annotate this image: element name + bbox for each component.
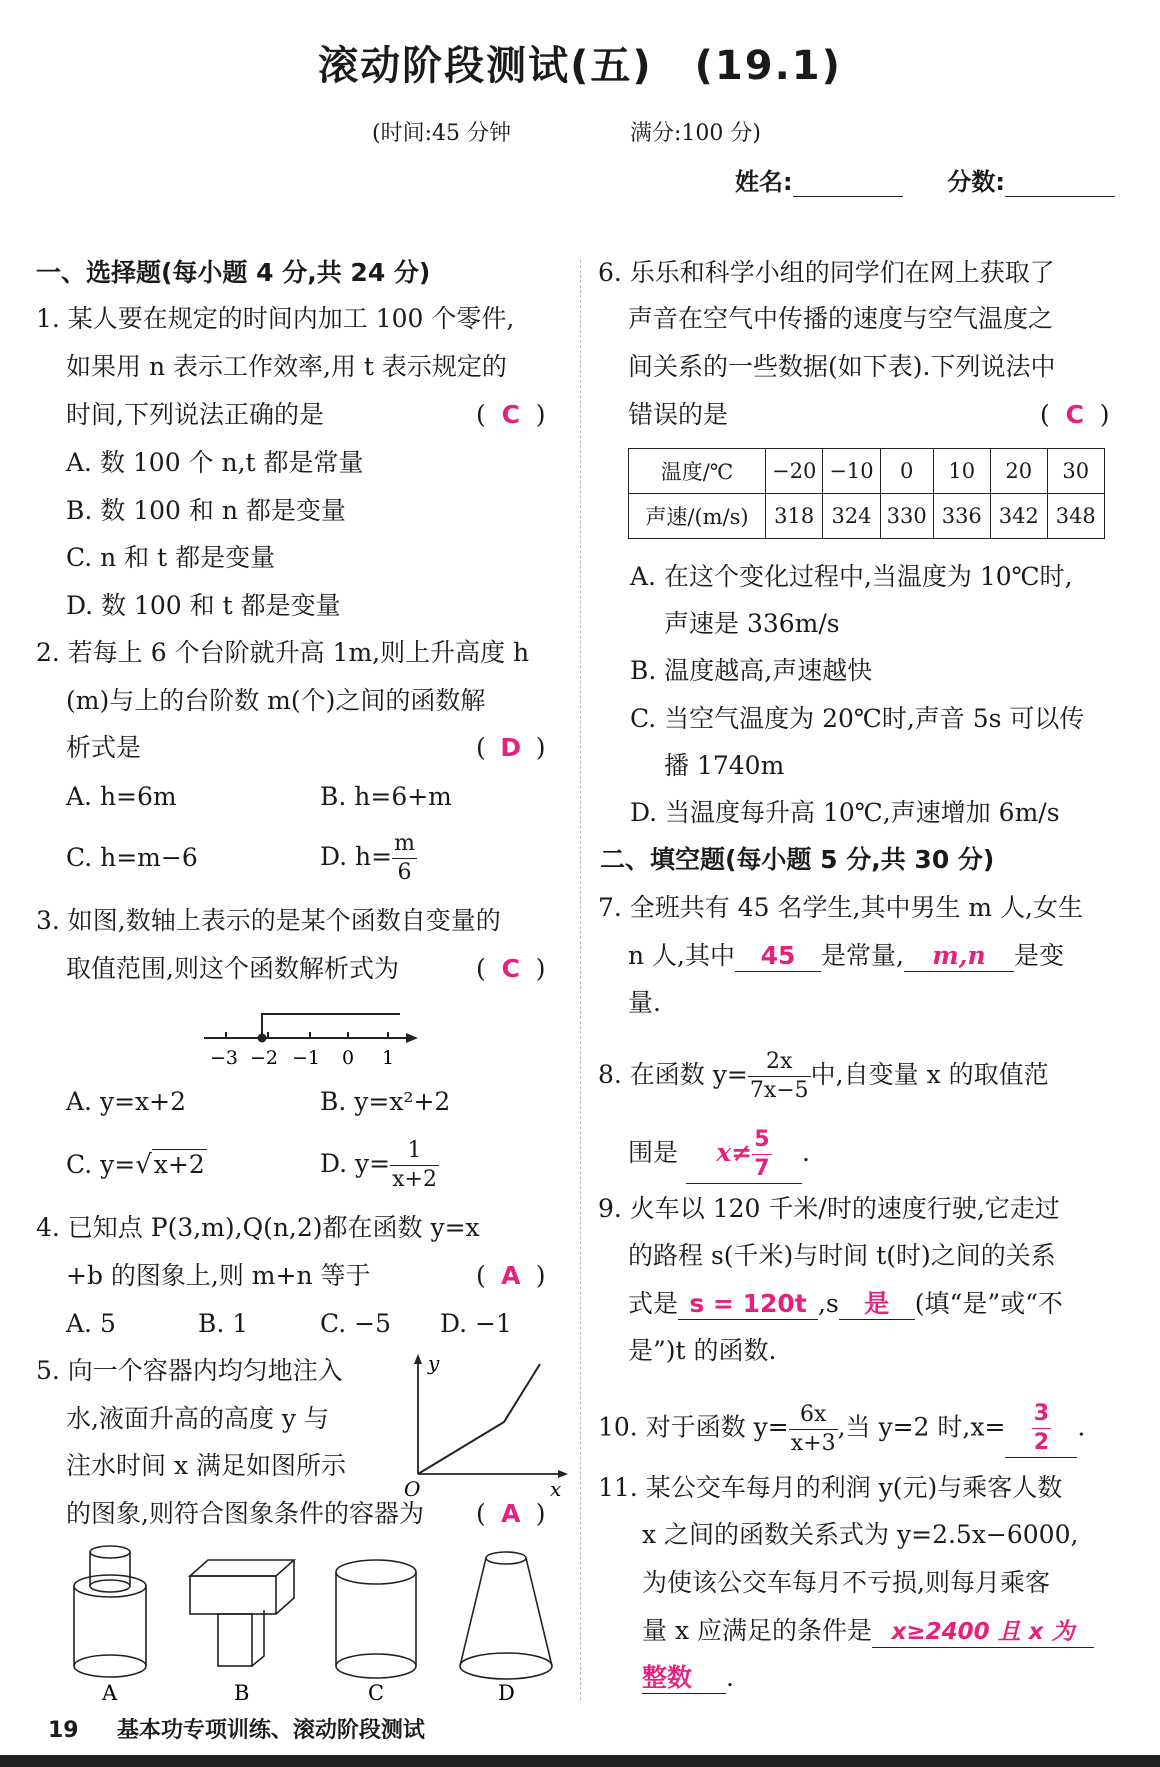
q7-text-b: 是常量,: [821, 941, 904, 970]
x-axis-label: x: [550, 1477, 562, 1500]
q3-option-d-den: x+2: [392, 1167, 437, 1192]
q1-line-2: 如果用 n 表示工作效率,用 t 表示规定的: [66, 352, 507, 381]
q11-line-4: [642, 1616, 1094, 1648]
q11-answer-1: x≥2400 且 x 为: [872, 1617, 1094, 1648]
container-b: [190, 1560, 294, 1666]
q9-line-1: 9. 火车以 120 千米/时的速度行驶,它走过: [598, 1194, 1060, 1223]
q6-option-d: D. 当温度每升高 10℃,声速增加 6m/s: [630, 798, 1060, 827]
table-cell: 20: [990, 449, 1047, 494]
q5-line-1: 5. 向一个容器内均匀地注入: [36, 1356, 343, 1385]
section-2-title: 二、填空题(每小题 5 分,共 30 分): [600, 845, 995, 874]
q2-option-d-den: 6: [397, 860, 412, 885]
tick-label: −3: [210, 1047, 239, 1069]
q4-answer: A: [501, 1261, 521, 1290]
arrow-up-icon: [414, 1354, 422, 1364]
container-label: D: [498, 1681, 515, 1702]
q7-text-c: 是变: [1013, 941, 1064, 970]
table-cell: 0: [880, 449, 933, 494]
tick-label: −1: [292, 1047, 321, 1069]
q8-suffix: 中,自变量 x 的取值范: [810, 1060, 1049, 1089]
q3-line-1: 3. 如图,数轴上表示的是某个函数自变量的: [36, 906, 501, 935]
q8-prefix: 8. 在函数 y=: [598, 1060, 748, 1089]
q1-option-b: B. 数 100 和 n 都是变量: [66, 496, 346, 525]
container-label: C: [368, 1681, 385, 1702]
q10-answer-den: 2: [1033, 1430, 1050, 1455]
q3-option-c-radicand: x+2: [153, 1150, 205, 1179]
name-score-fields: [735, 162, 1115, 197]
q11-line-2: x 之间的函数关系式为 y=2.5x−6000,: [642, 1520, 1079, 1549]
q8-text: 围是: [628, 1138, 679, 1167]
water-level-line: [418, 1364, 540, 1474]
q6-line-4: 错误的是: [628, 400, 729, 429]
q7-answer-2: m,n: [904, 941, 1014, 972]
q1-option-a: A. 数 100 个 n,t 都是常量: [66, 448, 364, 477]
table-cell: 342: [990, 494, 1047, 539]
section-1-title: 一、选择题(每小题 4 分,共 24 分): [36, 258, 431, 287]
q6-option-a: A. 在这个变化过程中,当温度为 10℃时,: [630, 562, 1073, 591]
table-cell: 声速/(m/s): [629, 494, 766, 539]
q5-line-2: 水,液面升高的高度 y 与: [66, 1404, 329, 1433]
q4-option-c: C. −5: [320, 1309, 391, 1338]
q10-prefix: 10. 对于函数 y=: [598, 1412, 789, 1442]
score-blank[interactable]: [1005, 170, 1115, 197]
q2-option-d-prefix: D. h=: [320, 842, 393, 871]
q2-option-d-num: m: [392, 830, 417, 859]
container-a: [74, 1546, 146, 1677]
q10-answer: [1005, 1400, 1077, 1458]
q3-option-c-prefix: C. y=: [66, 1150, 136, 1179]
name-label: 姓名:: [735, 168, 793, 196]
q6-option-b: B. 温度越高,声速越快: [630, 656, 873, 685]
q4-answer-paren: ( A ): [476, 1261, 546, 1290]
q8-num: 2x: [748, 1048, 811, 1077]
q5-answer-paren: ( A ): [476, 1499, 546, 1528]
q7-line-3: 量.: [628, 988, 661, 1017]
full-score: 满分:100 分): [630, 121, 761, 146]
table-cell: 30: [1047, 449, 1104, 494]
score-label: 分数:: [947, 168, 1005, 196]
q11-line-3: 为使该公交车每月不亏损,则每月乘客: [642, 1568, 1050, 1597]
q9-line-4: 是”)t 的函数.: [628, 1336, 777, 1365]
container-c: [336, 1560, 416, 1678]
footer: [48, 1713, 425, 1744]
q6-line-1: 6. 乐乐和科学小组的同学们在网上获取了: [598, 258, 1055, 287]
table-cell: 318: [766, 494, 823, 539]
range-bracket: [262, 1014, 400, 1038]
q9-answer-1: s = 120t: [678, 1289, 818, 1320]
q1-line-3: 时间,下列说法正确的是: [66, 400, 324, 429]
q3-option-d-prefix: D. y=: [320, 1149, 391, 1178]
q9-line-3: [628, 1289, 1063, 1320]
container-d: [460, 1552, 552, 1679]
table-cell: 336: [933, 494, 990, 539]
q10-answer-num: 3: [1032, 1400, 1051, 1429]
table-cell: 348: [1047, 494, 1104, 539]
q1-answer-paren: ( C ): [476, 400, 546, 429]
table-cell: 温度/℃: [629, 449, 766, 494]
origin-label: O: [404, 1477, 421, 1500]
q6-answer: C: [1065, 400, 1084, 429]
page-number: 19: [48, 1718, 79, 1743]
q10-end: .: [1077, 1412, 1086, 1442]
time-limit: (时间:45 分钟: [372, 121, 511, 146]
column-divider: [580, 260, 581, 1700]
q4-line-1: 4. 已知点 P(3,m),Q(n,2)都在函数 y=x: [36, 1213, 480, 1242]
q8-line-2: [628, 1126, 810, 1184]
tick-label: −2: [250, 1047, 279, 1069]
q3-option-d-num: 1: [390, 1137, 439, 1166]
q5-line-4: 的图象,则符合图象条件的容器为: [66, 1499, 424, 1528]
q6-option-c: C. 当空气温度为 20℃时,声音 5s 可以传: [630, 704, 1085, 733]
q9-text-b: ,s: [818, 1289, 839, 1318]
q7-answer-1: 45: [735, 941, 821, 972]
q3-option-a: A. y=x+2: [66, 1087, 186, 1116]
q7-line-2: [628, 941, 1064, 972]
q11-line-1: 11. 某公交车每月的利润 y(元)与乘客人数: [598, 1473, 1063, 1502]
q10-den: x+3: [790, 1430, 836, 1456]
bottom-bar: [0, 1755, 1160, 1767]
q8-answer: [686, 1126, 802, 1184]
y-axis-label: y: [428, 1351, 440, 1375]
q6-line-3: 间关系的一些数据(如下表).下列说法中: [628, 352, 1056, 381]
water-level-graph: [404, 1350, 572, 1500]
q8-line-1: [598, 1048, 1049, 1105]
q6-option-c-cont: 播 1740m: [664, 751, 785, 780]
q11-end: .: [726, 1663, 734, 1692]
q11-text: 量 x 应满足的条件是: [642, 1616, 872, 1645]
q2-option-c: C. h=m−6: [66, 843, 198, 872]
q5-answer: A: [501, 1499, 521, 1528]
q3-answer-paren: ( C ): [476, 954, 546, 983]
page-title: 滚动阶段测试(五) (19.1): [318, 43, 842, 89]
q8-end: .: [801, 1138, 810, 1167]
q9-text-c: (填“是”或“不: [914, 1289, 1063, 1318]
container-label: A: [102, 1681, 118, 1702]
tick-label: 1: [382, 1047, 395, 1069]
q4-option-b: B. 1: [198, 1309, 249, 1338]
q2-line-1: 2. 若每上 6 个台阶就升高 1m,则上升高度 h: [36, 638, 530, 667]
q1-option-d: D. 数 100 和 t 都是变量: [66, 591, 341, 620]
q11-answer-2: 整数: [642, 1663, 726, 1694]
q10-mid: ,当 y=2 时,x=: [837, 1412, 1006, 1442]
q2-option-b: B. h=6+m: [320, 782, 452, 811]
container-options-figure: [64, 1542, 564, 1702]
q10-line: [598, 1400, 1085, 1458]
q2-option-a: A. h=6m: [66, 782, 177, 811]
q4-option-d: D. −1: [440, 1309, 512, 1338]
table-cell: −10: [823, 449, 880, 494]
q7-line-1: 7. 全班共有 45 名学生,其中男生 m 人,女生: [598, 893, 1083, 922]
q9-line-2: 的路程 s(千米)与时间 t(时)之间的关系: [628, 1241, 1056, 1270]
sound-speed-table: [628, 448, 1105, 539]
q4-line-2: +b 的图象上,则 m+n 等于: [66, 1261, 371, 1290]
q8-answer-prefix: x≠: [716, 1138, 753, 1167]
q2-line-2: (m)与上的台阶数 m(个)之间的函数解: [66, 686, 486, 715]
table-cell: −20: [766, 449, 823, 494]
q2-answer: D: [500, 733, 522, 762]
q3-option-d: [320, 1137, 439, 1194]
q4-option-a: A. 5: [66, 1309, 116, 1338]
q1-line-1: 1. 某人要在规定的时间内加工 100 个零件,: [36, 304, 515, 333]
arrow-right-icon: [406, 1033, 418, 1043]
tick-label: 0: [342, 1047, 355, 1069]
q3-option-c: C. y=√x+2: [66, 1150, 205, 1180]
q11-line-5: [642, 1663, 734, 1694]
number-line-figure: [196, 1002, 426, 1072]
q6-line-2: 声音在空气中传播的速度与空气温度之: [628, 304, 1054, 333]
q9-answer-2: 是: [839, 1289, 915, 1320]
q6-answer-paren: ( C ): [1040, 400, 1110, 429]
q8-den: 7x−5: [749, 1078, 809, 1103]
q10-num: 6x: [789, 1401, 838, 1430]
table-row: [629, 494, 1105, 539]
table-cell: 10: [933, 449, 990, 494]
q3-option-b: B. y=x²+2: [320, 1087, 451, 1116]
q6-option-a-cont: 声速是 336m/s: [664, 609, 840, 638]
q2-line-3: 析式是: [66, 733, 142, 762]
footer-text: 基本功专项训练、滚动阶段测试: [116, 1718, 425, 1743]
table-cell: 330: [880, 494, 933, 539]
q1-option-c: C. n 和 t 都是变量: [66, 543, 276, 572]
q3-line-2: 取值范围,则这个函数解析式为: [66, 954, 399, 983]
q2-answer-paren: ( D ): [476, 733, 546, 762]
q8-answer-den: 7: [754, 1156, 770, 1181]
name-blank[interactable]: [793, 170, 903, 197]
container-label: B: [234, 1681, 250, 1702]
table-cell: 324: [823, 494, 880, 539]
q5-line-3: 注水时间 x 满足如图所示: [66, 1451, 346, 1480]
table-row: [629, 449, 1105, 494]
q9-text-a: 式是: [628, 1289, 679, 1318]
q3-answer: C: [501, 954, 520, 983]
q1-answer: C: [501, 400, 520, 429]
closed-point-icon: [258, 1034, 267, 1043]
q8-answer-num: 5: [752, 1126, 771, 1155]
q2-option-d: [320, 830, 417, 887]
q7-text-a: n 人,其中: [628, 941, 735, 970]
